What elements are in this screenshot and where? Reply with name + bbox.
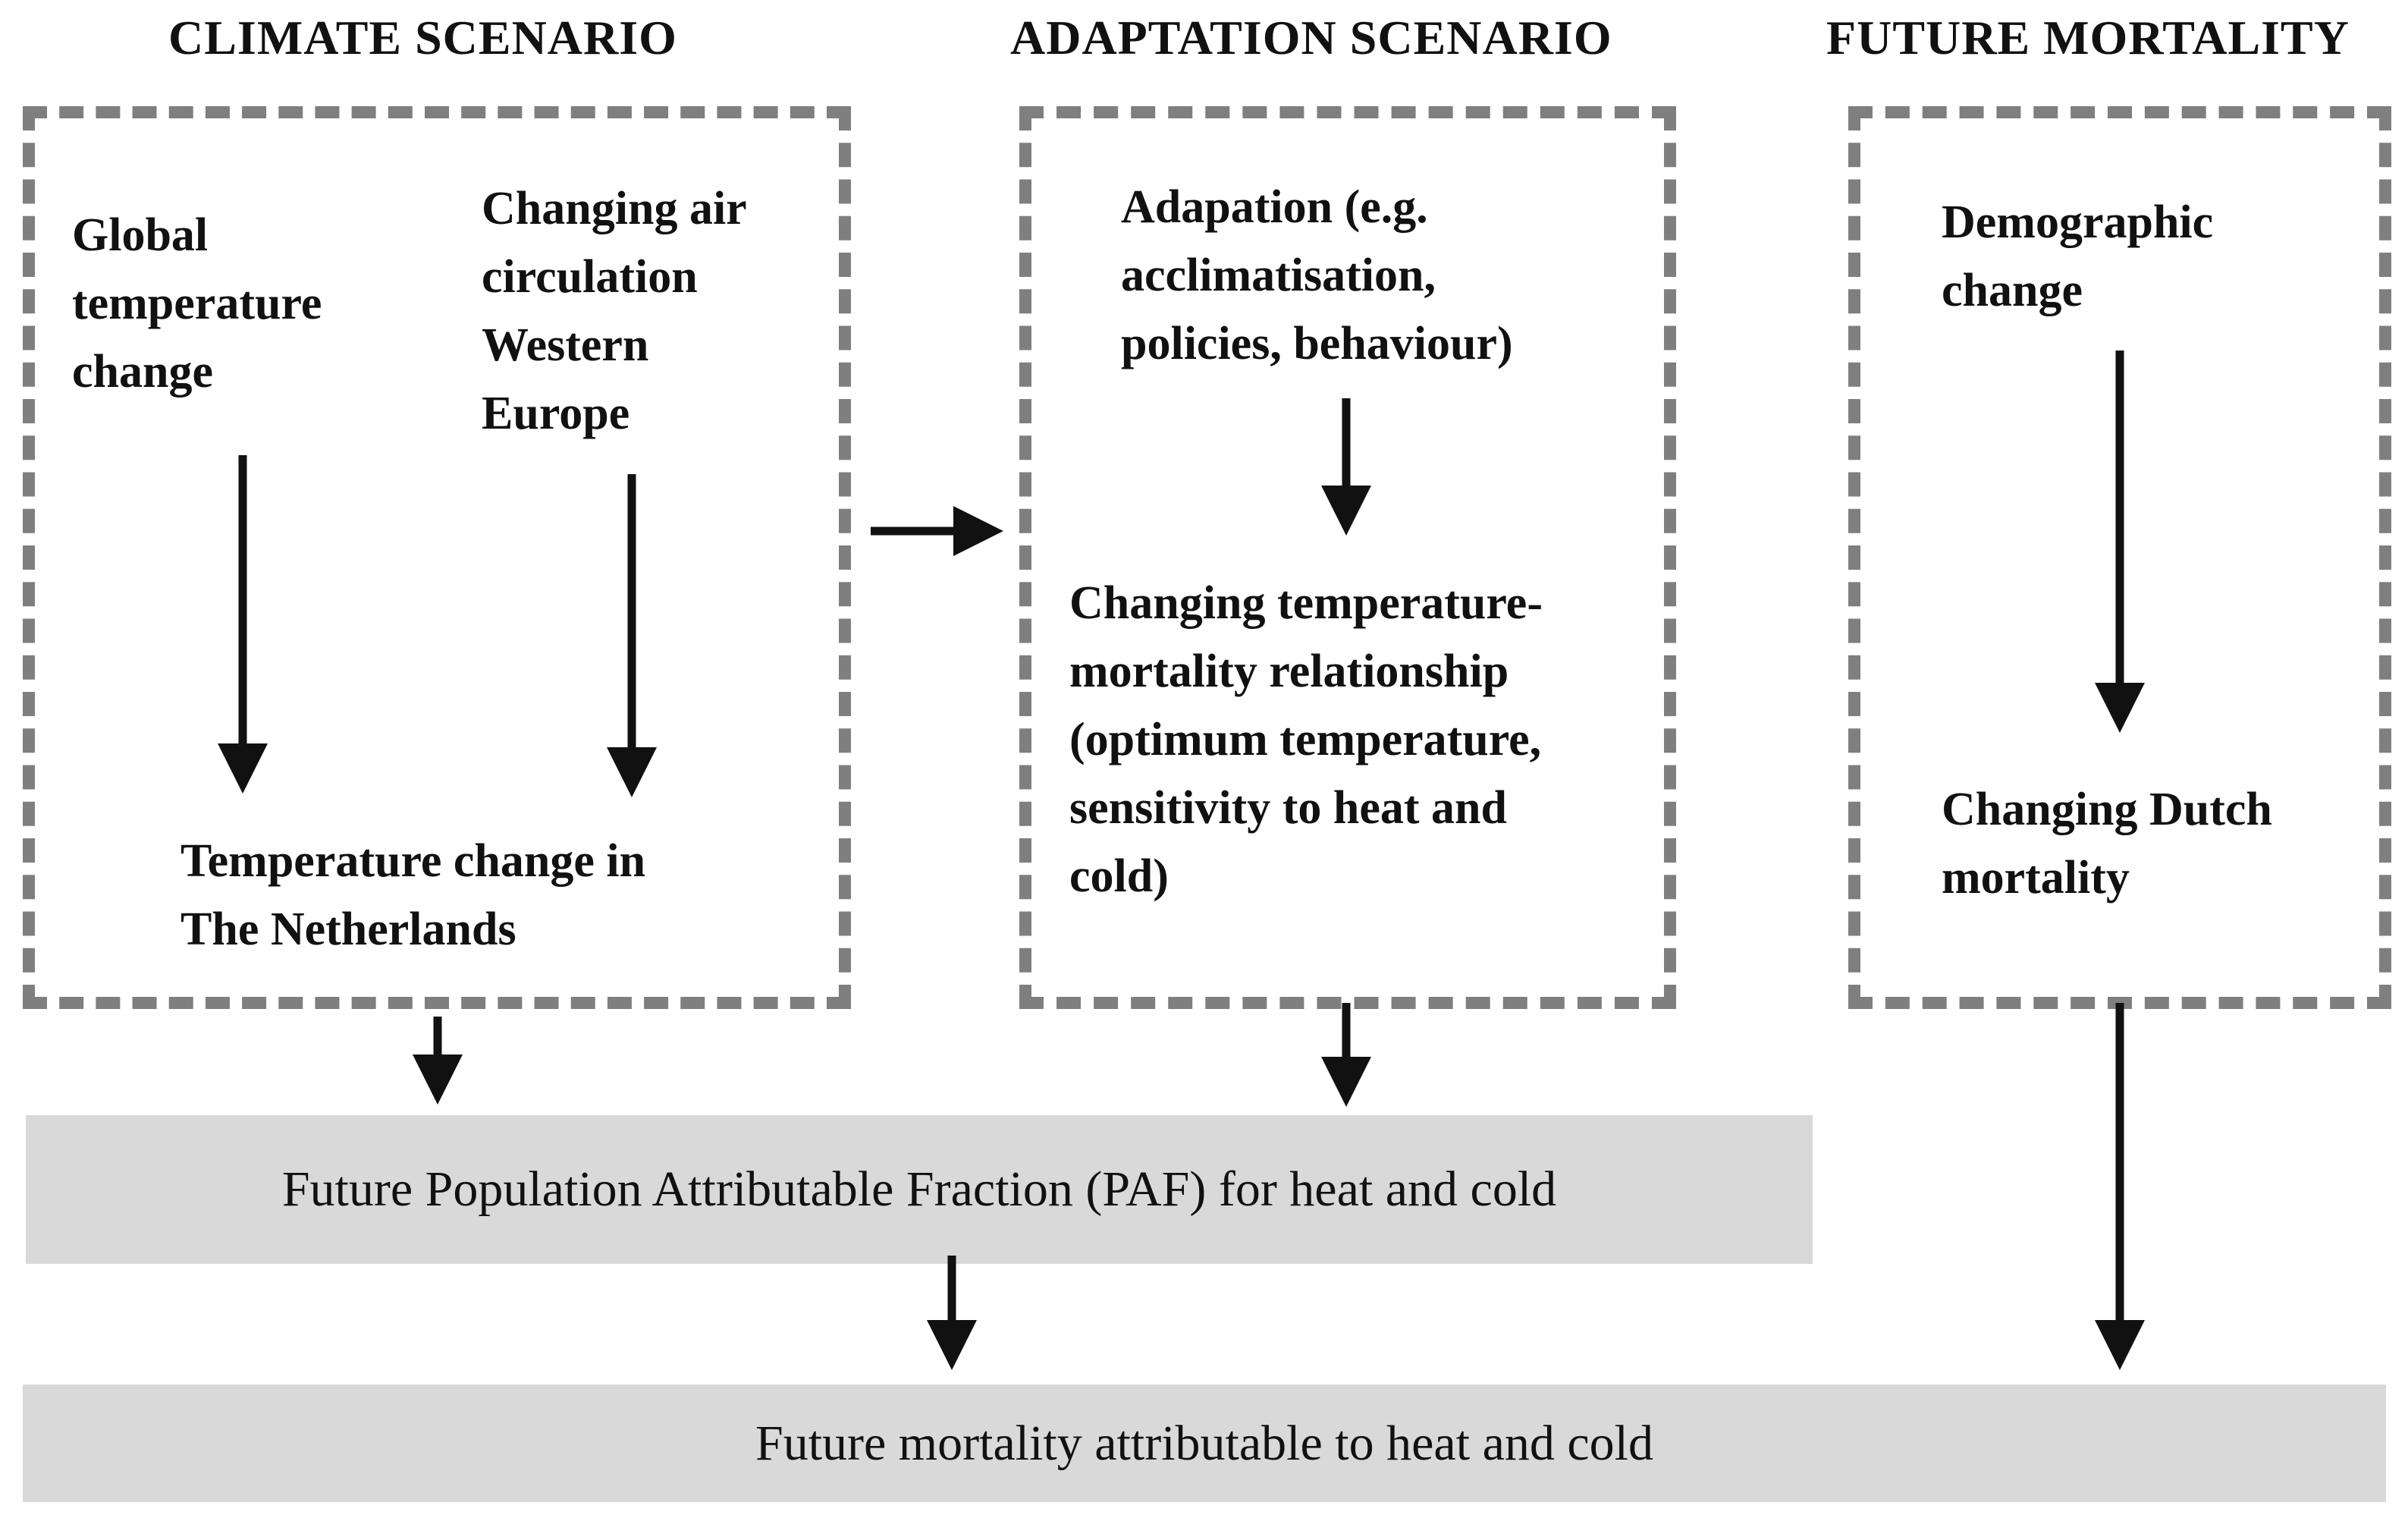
future-mortality-heading: FUTURE MORTALITY bbox=[1826, 11, 2350, 64]
demographic-change-node: Demographic change bbox=[1942, 196, 2214, 316]
climate-scenario-heading: CLIMATE SCENARIO bbox=[168, 11, 677, 64]
dutch-mortality-node: Changing Dutch mortality bbox=[1942, 784, 2272, 904]
air-circulation-node: Changing air circulation Western Europe bbox=[482, 183, 747, 439]
adaptation-measures-node: Adapation (e.g. acclimatisation, policies, behaviour) bbox=[1121, 181, 1513, 369]
attributable-mortality-label: Future mortality attributable to heat and cold bbox=[755, 1415, 1653, 1471]
temperature-mortality-relationship-node: Changing temperature- mortality relationship (optimum temperature, sensitivity to heat and cold) bbox=[1069, 577, 1543, 902]
paf-label: Future Population Attributable Fraction (PAF) for heat and cold bbox=[281, 1161, 1557, 1217]
global-temperature-change-node: Global temperature change bbox=[72, 209, 322, 398]
adaptation-scenario-heading: ADAPTATION SCENARIO bbox=[1010, 11, 1612, 64]
netherlands-temperature-change-node: Temperature change in The Netherlands bbox=[181, 835, 646, 955]
